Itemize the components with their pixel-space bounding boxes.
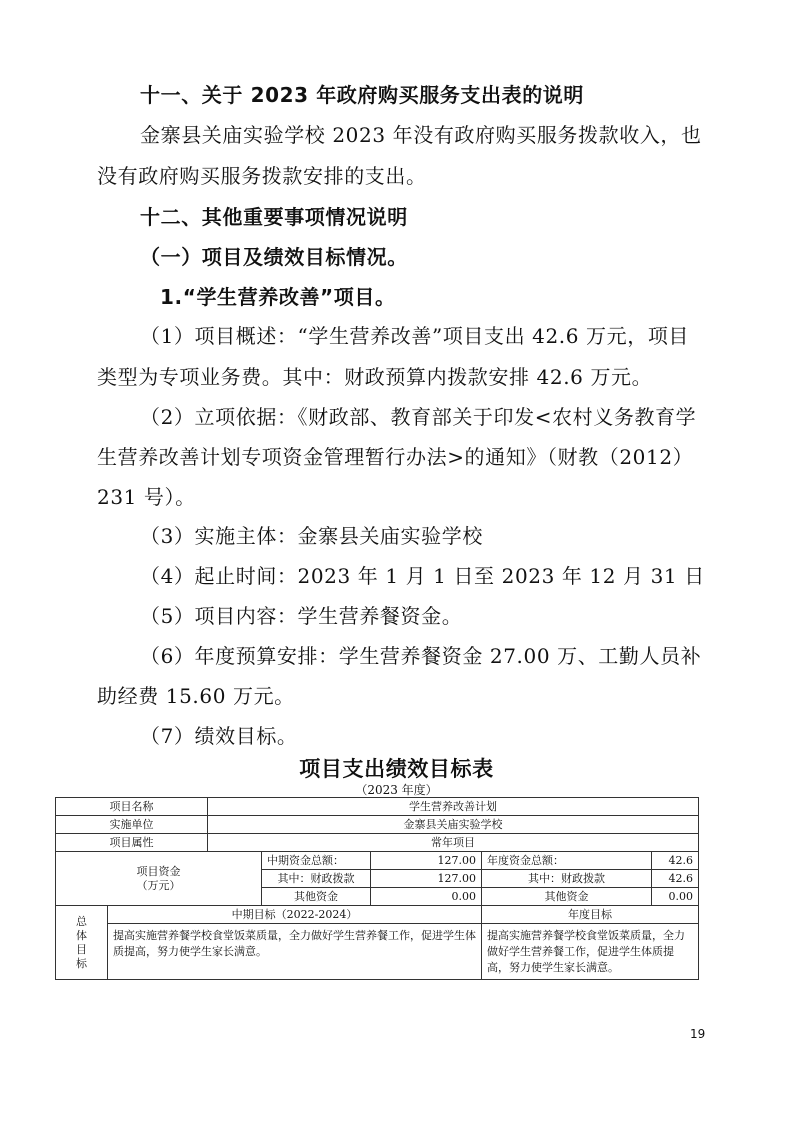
funds-label — [56, 852, 262, 906]
mid-fiscal-value: 127.00 — [371, 870, 482, 888]
attr-label: 项目属性 — [56, 834, 208, 852]
overall-goal-char: 总 — [76, 914, 87, 928]
mid-goal-label: 中期目标（2022-2024） — [108, 906, 482, 924]
paragraph-line: （5）项目内容：学生营养餐资金。 — [140, 604, 463, 628]
paragraph-line: 没有政府购买服务拨款安排的支出。 — [97, 164, 427, 188]
table-row — [56, 816, 699, 834]
paragraph-line: （3）实施主体：金寨县关庙实验学校 — [140, 524, 483, 548]
paragraph-line: 类型为专项业务费。其中：财政预算内拨款安排 42.6 万元。 — [97, 365, 653, 389]
year-fiscal-value: 42.6 — [652, 870, 699, 888]
funds-label-unit: （万元） — [136, 878, 181, 892]
year-fiscal-label: 其中：财政拨款 — [482, 870, 652, 888]
year-other-label: 其他资金 — [482, 888, 652, 906]
heading-subsection-1: （一）项目及绩效目标情况。 — [140, 245, 408, 269]
mid-fiscal-label: 其中：财政拨款 — [262, 870, 371, 888]
table-row — [56, 906, 699, 924]
table-year: （2023 年度） — [355, 783, 438, 797]
page-number: 19 — [690, 1027, 706, 1041]
paragraph-line: 助经费 15.60 万元。 — [97, 684, 295, 708]
mid-goal-text: 提高实施营养餐学校食堂饭菜质量，全力做好学生营养餐工作，促进学生体质提高，努力使学生家长满意。 — [108, 924, 482, 980]
heading-project-1: 1.“学生营养改善”项目。 — [160, 285, 396, 309]
year-total-value: 42.6 — [652, 852, 699, 870]
table-row — [56, 852, 699, 870]
project-name-label: 项目名称 — [56, 798, 208, 816]
table-row — [56, 924, 699, 980]
attr-value: 常年项目 — [208, 834, 699, 852]
performance-table — [55, 797, 699, 980]
unit-value: 金寨县关庙实验学校 — [208, 816, 699, 834]
mid-total-label: 中期资金总额： — [262, 852, 371, 870]
overall-goal-label — [56, 906, 108, 980]
year-goal-text: 提高实施营养餐学校食堂饭菜质量，全力做好学生营养餐工作，促进学生体质提高，努力使学生家长满意。 — [482, 924, 699, 980]
mid-other-value: 0.00 — [371, 888, 482, 906]
paragraph-line: （2）立项依据：《财政部、教育部关于印发<农村义务教育学 — [140, 405, 697, 429]
year-total-label: 年度资金总额： — [482, 852, 652, 870]
table-row — [56, 834, 699, 852]
project-name-value: 学生营养改善计划 — [208, 798, 699, 816]
paragraph-line: 生营养改善计划专项资金管理暂行办法>的通知》（财教（2012） — [97, 445, 694, 469]
overall-goal-char: 体 — [76, 928, 87, 942]
paragraph-line: 231 号）。 — [97, 485, 196, 509]
paragraph-line: （1）项目概述：“学生营养改善”项目支出 42.6 万元，项目 — [140, 324, 690, 348]
year-other-value: 0.00 — [652, 888, 699, 906]
table-title: 项目支出绩效目标表 — [299, 757, 494, 781]
funds-label-line: 项目资金 — [136, 864, 181, 878]
paragraph-line: 金寨县关庙实验学校 2023 年没有政府购买服务拨款收入，也 — [140, 123, 702, 147]
mid-total-value: 127.00 — [371, 852, 482, 870]
paragraph-line: （6）年度预算安排：学生营养餐资金 27.00 万、工勤人员补 — [140, 644, 702, 668]
year-goal-label: 年度目标 — [482, 906, 699, 924]
paragraph-line: （7）绩效目标。 — [140, 724, 298, 748]
heading-section-12: 十二、其他重要事项情况说明 — [140, 205, 408, 229]
unit-label: 实施单位 — [56, 816, 208, 834]
overall-goal-char: 目 — [76, 942, 87, 956]
overall-goal-char: 标 — [76, 956, 87, 970]
mid-other-label: 其他资金 — [262, 888, 371, 906]
table-row — [56, 798, 699, 816]
heading-section-11: 十一、关于 2023 年政府购买服务支出表的说明 — [140, 83, 584, 107]
paragraph-line: （4）起止时间：2023 年 1 月 1 日至 2023 年 12 月 31 日 — [140, 564, 705, 588]
